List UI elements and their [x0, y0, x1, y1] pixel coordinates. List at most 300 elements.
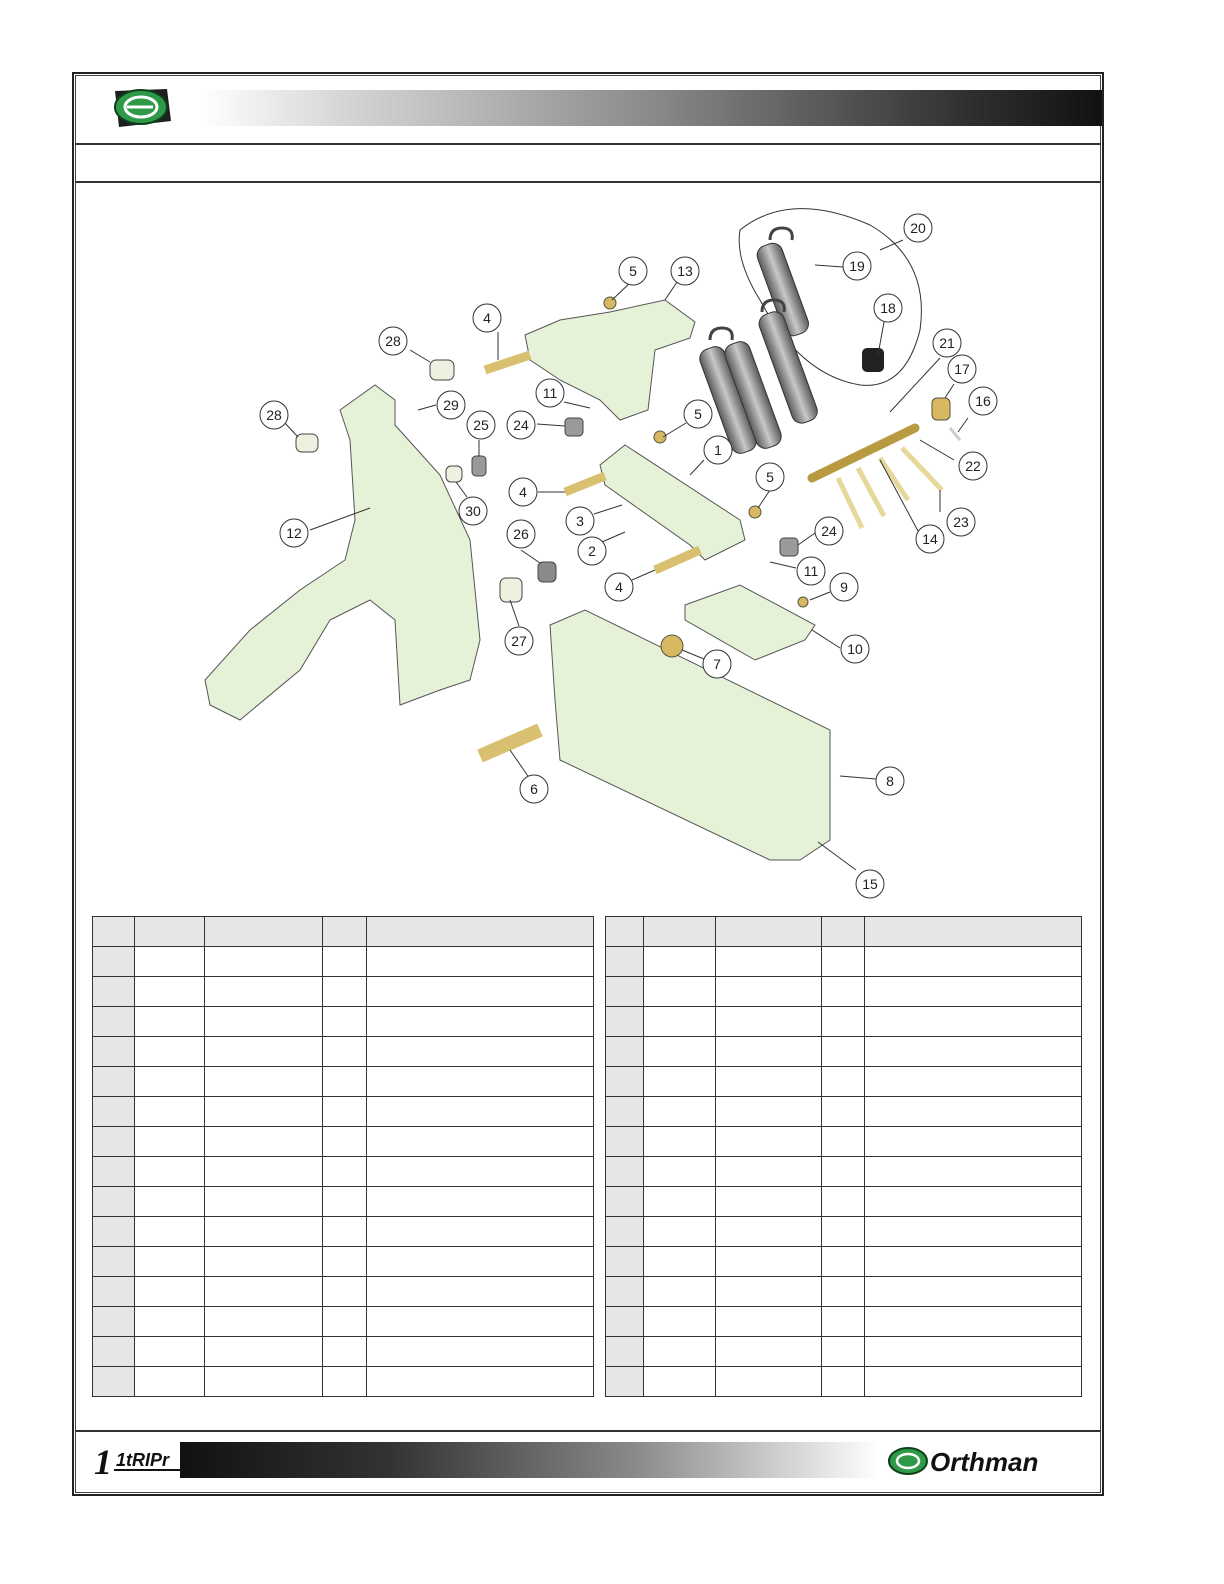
col-header-part-number [135, 917, 205, 947]
table-cell [367, 947, 594, 977]
table-cell [135, 1187, 205, 1217]
col-header-notes [865, 917, 1082, 947]
svg-text:1tRIPr: 1tRIPr [116, 1450, 170, 1470]
table-row [93, 1067, 594, 1097]
svg-text:24: 24 [821, 523, 837, 539]
table-cell [606, 1277, 644, 1307]
table-cell [135, 1157, 205, 1187]
bolt-6 [480, 730, 540, 756]
table-cell [323, 947, 367, 977]
nut-5-mid [654, 431, 666, 443]
table-cell [865, 1277, 1082, 1307]
callout-11 [536, 379, 564, 407]
table-row [93, 1307, 594, 1337]
table-cell [367, 1337, 594, 1367]
table-cell [323, 1367, 367, 1397]
svg-text:16: 16 [975, 393, 991, 409]
table-cell [205, 1097, 323, 1127]
bolt-4-top [485, 355, 530, 370]
svg-text:9: 9 [840, 579, 848, 595]
table-cell [716, 1307, 822, 1337]
svg-text:18: 18 [880, 300, 896, 316]
svg-text:11: 11 [542, 385, 558, 401]
header-gradient-bar [200, 90, 1102, 126]
table-cell [822, 977, 865, 1007]
table-cell [323, 1067, 367, 1097]
table-cell [367, 1097, 594, 1127]
table-cell [606, 1037, 644, 1067]
table-cell [205, 1187, 323, 1217]
table-cell [865, 1187, 1082, 1217]
svg-text:25: 25 [473, 417, 489, 433]
svg-text:1: 1 [714, 442, 722, 458]
callout-4 [509, 478, 537, 506]
callout-3 [566, 507, 594, 535]
callout-21 [933, 329, 961, 357]
col-header-qty [822, 917, 865, 947]
callout-29 [437, 391, 465, 419]
table-cell [644, 1367, 716, 1397]
table-cell [205, 1217, 323, 1247]
svg-text:1: 1 [94, 1442, 112, 1480]
table-cell [93, 1127, 135, 1157]
svg-text:27: 27 [511, 633, 527, 649]
table-cell [323, 1157, 367, 1187]
table-cell [865, 1067, 1082, 1097]
table-cell [93, 1097, 135, 1127]
svg-text:21: 21 [939, 335, 955, 351]
callout-20 [904, 214, 932, 242]
svg-text:28: 28 [385, 333, 401, 349]
svg-text:11: 11 [803, 563, 819, 579]
svg-text:13: 13 [677, 263, 693, 279]
table-cell [716, 1067, 822, 1097]
footer-divider [75, 1430, 1101, 1432]
parts-table-right [605, 916, 1082, 1397]
col-header-item [606, 917, 644, 947]
table-row [606, 1097, 1082, 1127]
table-cell [822, 1367, 865, 1397]
table-cell [865, 1217, 1082, 1247]
table-cell [323, 1187, 367, 1217]
bushing-28-top [430, 360, 454, 380]
table-cell [93, 1187, 135, 1217]
table-cell [93, 1277, 135, 1307]
callout-24 [815, 517, 843, 545]
svg-text:5: 5 [766, 469, 774, 485]
table-row [606, 947, 1082, 977]
table-cell [205, 1007, 323, 1037]
table-cell [205, 947, 323, 977]
table-row [606, 1037, 1082, 1067]
svg-text:12: 12 [286, 525, 302, 541]
svg-text:26: 26 [513, 526, 529, 542]
table-cell [606, 1337, 644, 1367]
table-cell [716, 1127, 822, 1157]
table-cell [93, 1037, 135, 1067]
table-cell [716, 1187, 822, 1217]
col-header-qty [323, 917, 367, 947]
table-cell [865, 1367, 1082, 1397]
table-row [93, 1217, 594, 1247]
bushing-28-left [296, 434, 318, 452]
table-cell [93, 1337, 135, 1367]
orthman-logo [886, 1444, 1076, 1478]
bushing-27 [500, 578, 522, 602]
table-cell [644, 1277, 716, 1307]
table-cell [606, 1217, 644, 1247]
svg-text:8: 8 [886, 773, 894, 789]
table-cell [205, 1037, 323, 1067]
table-cell [93, 1067, 135, 1097]
table-cell [135, 1007, 205, 1037]
svg-text:22: 22 [965, 458, 981, 474]
table-row [606, 1247, 1082, 1277]
table-cell [644, 1337, 716, 1367]
callout-2 [578, 537, 606, 565]
table-cell [822, 1157, 865, 1187]
table-cell [822, 1097, 865, 1127]
table-cell [865, 1127, 1082, 1157]
table-cell [822, 1187, 865, 1217]
table-cell [367, 1277, 594, 1307]
callout-8 [876, 767, 904, 795]
table-cell [135, 1247, 205, 1277]
table-cell [644, 1307, 716, 1337]
orthman-e-badge-icon [105, 85, 175, 131]
callout-4 [605, 573, 633, 601]
table-row [606, 1337, 1082, 1367]
bushing-25 [472, 456, 486, 476]
bolt-4-mid [565, 476, 605, 492]
table-cell [135, 977, 205, 1007]
table-cell [865, 1307, 1082, 1337]
table-row [93, 947, 594, 977]
table-cell [865, 1007, 1082, 1037]
table-row [93, 1187, 594, 1217]
table-cell [822, 1217, 865, 1247]
table-cell [606, 1247, 644, 1277]
table-cell [644, 1097, 716, 1127]
table-cell [644, 1247, 716, 1277]
table-cell [205, 977, 323, 1007]
table-cell [367, 1367, 594, 1397]
svg-text:29: 29 [443, 397, 459, 413]
svg-text:5: 5 [629, 263, 637, 279]
table-cell [93, 1247, 135, 1277]
svg-text:23: 23 [953, 514, 969, 530]
table-cell [606, 947, 644, 977]
bolt-4-low [655, 550, 700, 570]
bushing-24-right [780, 538, 798, 556]
table-cell [93, 977, 135, 1007]
table-cell [716, 1157, 822, 1187]
table-cell [606, 1067, 644, 1097]
table-cell [716, 1247, 822, 1277]
svg-text:4: 4 [615, 579, 623, 595]
col-header-part-number [644, 917, 716, 947]
nut-9 [798, 597, 808, 607]
table-row [93, 1247, 594, 1277]
table-cell [93, 1007, 135, 1037]
table-cell [716, 977, 822, 1007]
table-cell [135, 1127, 205, 1157]
table-row [606, 1067, 1082, 1097]
table-cell [865, 947, 1082, 977]
title-divider [75, 181, 1101, 183]
table-row [606, 1007, 1082, 1037]
table-cell [205, 1337, 323, 1367]
nut-7 [661, 635, 683, 657]
table-cell [644, 1037, 716, 1067]
callout-26 [507, 520, 535, 548]
table-cell [865, 1037, 1082, 1067]
callout-19 [843, 252, 871, 280]
table-cell [205, 1067, 323, 1097]
table-cell [93, 1157, 135, 1187]
svg-text:28: 28 [266, 407, 282, 423]
table-cell [205, 1157, 323, 1187]
table-cell [865, 1097, 1082, 1127]
table-cell [606, 1187, 644, 1217]
table-cell [822, 1247, 865, 1277]
1tripr-logo [92, 1442, 202, 1480]
callout-22 [959, 452, 987, 480]
table-cell [644, 1187, 716, 1217]
callout-9 [830, 573, 858, 601]
table-cell [644, 1217, 716, 1247]
table-cell [135, 947, 205, 977]
table-cell [135, 1037, 205, 1067]
exploded-parts-diagram [180, 195, 1060, 905]
table-cell [323, 1097, 367, 1127]
callout-27 [505, 627, 533, 655]
table-cell [822, 1307, 865, 1337]
table-cell [135, 1367, 205, 1397]
bushing-17 [932, 398, 950, 420]
svg-text:5: 5 [694, 406, 702, 422]
table-cell [367, 1217, 594, 1247]
table-row [93, 1127, 594, 1157]
svg-text:17: 17 [954, 361, 970, 377]
table-cell [822, 1337, 865, 1367]
table-cell [367, 1307, 594, 1337]
table-cell [367, 1247, 594, 1277]
table-cell [93, 1307, 135, 1337]
table-cell [822, 1127, 865, 1157]
washer-30 [446, 466, 462, 482]
table-cell [367, 1007, 594, 1037]
frame-15 [550, 610, 830, 860]
table-cell [323, 1127, 367, 1157]
table-row [93, 1157, 594, 1187]
table-cell [323, 977, 367, 1007]
shank-12 [205, 385, 480, 720]
bushing-24-left [565, 418, 583, 436]
callout-10 [841, 635, 869, 663]
shaft-14 [812, 428, 915, 478]
table-cell [135, 1217, 205, 1247]
col-header-notes [367, 917, 594, 947]
table-row [93, 1037, 594, 1067]
table-cell [716, 1217, 822, 1247]
table-cell [606, 1367, 644, 1397]
callout-5 [619, 257, 647, 285]
callout-5 [684, 400, 712, 428]
col-header-description [205, 917, 323, 947]
table-header-row [93, 917, 594, 947]
svg-text:20: 20 [910, 220, 926, 236]
svg-text:2: 2 [588, 543, 596, 559]
table-cell [644, 977, 716, 1007]
table-cell [367, 1187, 594, 1217]
table-cell [644, 1007, 716, 1037]
callout-30 [459, 497, 487, 525]
callout-14 [916, 525, 944, 553]
pin-16 [950, 428, 960, 440]
table-cell [323, 1277, 367, 1307]
footer-gradient-bar [180, 1442, 880, 1478]
table-row [93, 977, 594, 1007]
table-row [606, 1157, 1082, 1187]
table-cell [135, 1307, 205, 1337]
svg-text:10: 10 [847, 641, 863, 657]
svg-text:4: 4 [483, 310, 491, 326]
svg-text:19: 19 [849, 258, 865, 274]
callout-11 [797, 557, 825, 585]
table-cell [367, 1157, 594, 1187]
svg-text:Orthman: Orthman [930, 1447, 1039, 1477]
table-cell [865, 1247, 1082, 1277]
table-cell [716, 1367, 822, 1397]
table-row [93, 1367, 594, 1397]
table-cell [822, 1277, 865, 1307]
col-header-item [93, 917, 135, 947]
table-cell [205, 1247, 323, 1277]
table-row [93, 1007, 594, 1037]
table-row [93, 1097, 594, 1127]
table-cell [822, 1037, 865, 1067]
svg-text:3: 3 [576, 513, 584, 529]
table-cell [135, 1097, 205, 1127]
table-cell [367, 977, 594, 1007]
table-cell [606, 1127, 644, 1157]
table-header-row [606, 917, 1082, 947]
table-cell [323, 1037, 367, 1067]
table-cell [367, 1127, 594, 1157]
table-cell [644, 1067, 716, 1097]
table-cell [323, 1307, 367, 1337]
callout-13 [671, 257, 699, 285]
spring-18-coil [862, 348, 884, 372]
table-cell [93, 1367, 135, 1397]
table-cell [822, 947, 865, 977]
table-cell [323, 1007, 367, 1037]
svg-text:14: 14 [922, 531, 938, 547]
svg-text:24: 24 [513, 417, 529, 433]
callout-7 [703, 650, 731, 678]
table-cell [716, 1337, 822, 1367]
table-cell [205, 1277, 323, 1307]
table-row [606, 1307, 1082, 1337]
table-cell [644, 947, 716, 977]
callout-5 [756, 463, 784, 491]
callout-28 [260, 401, 288, 429]
table-cell [367, 1037, 594, 1067]
title-row [75, 147, 1101, 181]
table-cell [606, 1307, 644, 1337]
col-header-description [716, 917, 822, 947]
table-cell [644, 1127, 716, 1157]
table-cell [135, 1337, 205, 1367]
callout-12 [280, 519, 308, 547]
callout-1 [704, 436, 732, 464]
plate-10 [685, 585, 815, 660]
table-row [93, 1277, 594, 1307]
callout-4 [473, 304, 501, 332]
table-cell [716, 1037, 822, 1067]
svg-text:7: 7 [713, 656, 721, 672]
table-row [606, 1187, 1082, 1217]
table-cell [822, 1067, 865, 1097]
parts-table-left [92, 916, 594, 1397]
svg-text:6: 6 [530, 781, 538, 797]
table-cell [865, 1337, 1082, 1367]
svg-text:4: 4 [519, 484, 527, 500]
nut-5-top [604, 297, 616, 309]
table-row [606, 1277, 1082, 1307]
table-row [606, 1217, 1082, 1247]
table-cell [205, 1127, 323, 1157]
callout-23 [947, 508, 975, 536]
table-cell [135, 1067, 205, 1097]
table-row [606, 977, 1082, 1007]
table-cell [606, 977, 644, 1007]
table-cell [323, 1247, 367, 1277]
table-cell [716, 1277, 822, 1307]
table-cell [205, 1367, 323, 1397]
table-cell [865, 977, 1082, 1007]
table-cell [716, 1097, 822, 1127]
table-row [93, 1337, 594, 1367]
table-cell [644, 1157, 716, 1187]
header-divider [75, 143, 1101, 145]
table-row [606, 1367, 1082, 1397]
table-cell [865, 1157, 1082, 1187]
callout-15 [856, 870, 884, 898]
table-cell [606, 1157, 644, 1187]
table-cell [323, 1217, 367, 1247]
table-cell [135, 1277, 205, 1307]
bushing-26 [538, 562, 556, 582]
callout-28 [379, 327, 407, 355]
table-cell [606, 1097, 644, 1127]
table-cell [606, 1007, 644, 1037]
callout-25 [467, 411, 495, 439]
table-cell [716, 1007, 822, 1037]
table-cell [367, 1067, 594, 1097]
table-cell [716, 947, 822, 977]
callout-16 [969, 387, 997, 415]
table-cell [93, 1217, 135, 1247]
nut-5-right [749, 506, 761, 518]
callout-18 [874, 294, 902, 322]
table-cell [323, 1337, 367, 1367]
callout-24 [507, 411, 535, 439]
table-row [606, 1127, 1082, 1157]
svg-text:15: 15 [862, 876, 878, 892]
table-cell [93, 947, 135, 977]
